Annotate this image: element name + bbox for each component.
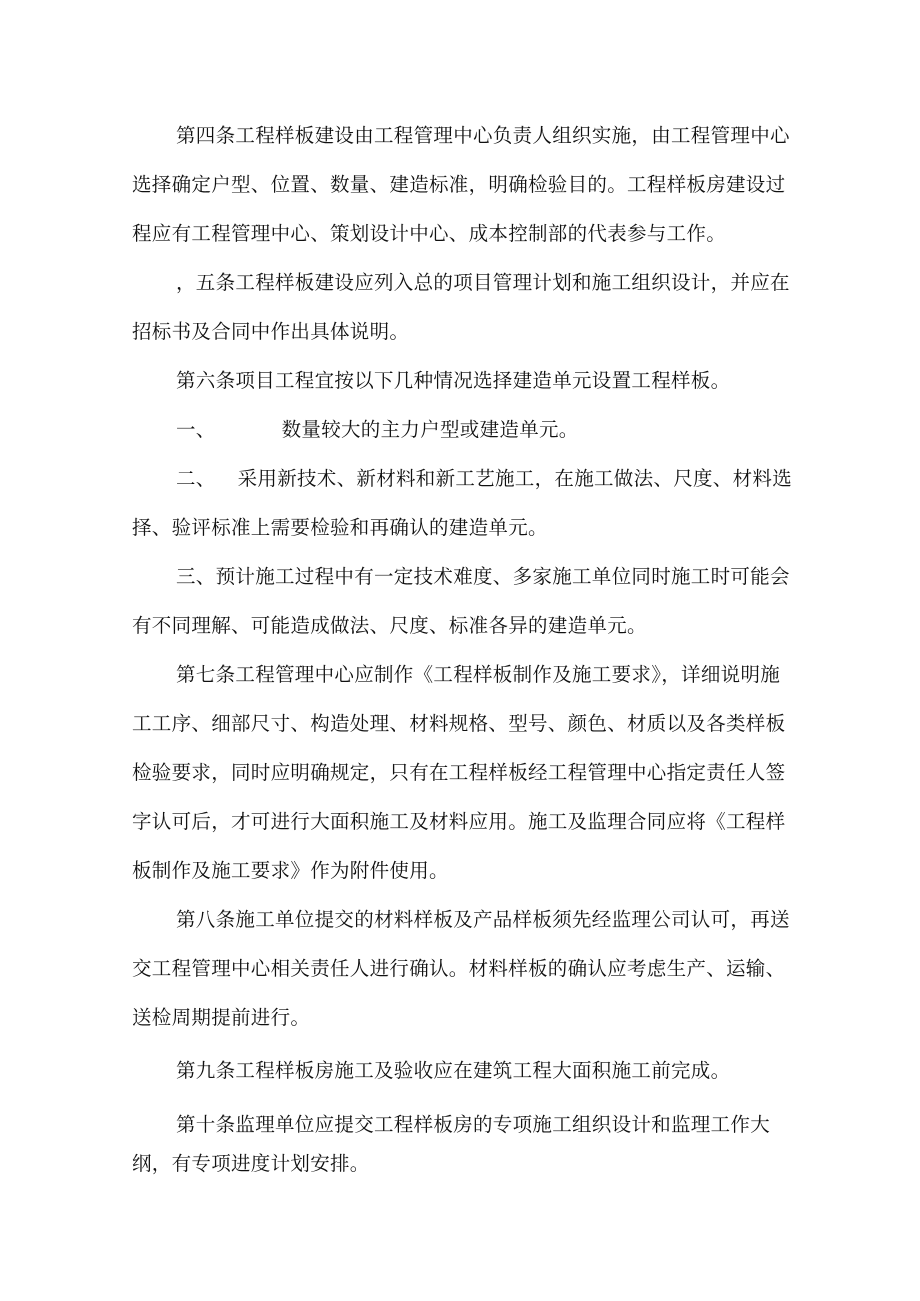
- item-1-number: 一、: [176, 418, 216, 441]
- article-5-line-1: ，五条工程样板建设应列入总的项目管理计划和施工组织设计，并应在: [176, 271, 790, 294]
- item-3-line-1: 三、预计施工过程中有一定技术难度、多家施工单位同时施工时可能会: [176, 565, 790, 588]
- article-8-line-3: 送检周期提前进行。: [132, 1006, 311, 1029]
- article-10-line-2: 纲，有专项进度计划安排。: [132, 1152, 370, 1175]
- article-4-line-1: 第四条工程样板建设由工程管理中心负责人组织实施，由工程管理中心: [176, 124, 790, 147]
- article-5-line-2: 招标书及合同中作出具体说明。: [132, 320, 410, 343]
- article-7-line-3: 检验要求，同时应明确规定，只有在工程样板经工程管理中心指定责任人签: [132, 761, 786, 784]
- article-6-line-1: 第六条项目工程宜按以下几种情况选择建造单元设置工程样板。: [176, 369, 731, 392]
- item-2-line-1: [176, 466, 792, 492]
- item-1-text: 数量较大的主力户型或建造单元。: [281, 418, 579, 441]
- article-4-line-2: 选择确定户型、位置、数量、建造标准，明确检验目的。工程样板房建设过: [132, 173, 786, 196]
- article-8-line-1: 第八条施工单位提交的材料样板及产品样板须先经监理公司认可，再送: [176, 908, 790, 931]
- article-4-line-3: 程应有工程管理中心、策划设计中心、成本控制部的代表参与工作。: [132, 222, 727, 245]
- item-1-line-1: [176, 417, 579, 443]
- item-3-line-2: 有不同理解、可能造成做法、尺度、标准各异的建造单元。: [132, 614, 647, 637]
- article-10-line-1: 第十条监理单位应提交工程样板房的专项施工组织设计和监理工作大: [176, 1113, 771, 1136]
- item-2-text: 采用新技术、新材料和新工艺施工，在施工做法、尺度、材料选: [237, 467, 793, 490]
- item-2-number: 二、: [176, 467, 216, 490]
- article-7-line-4: 字认可后，才可进行大面积施工及材料应用。施工及监理合同应将《工程样: [132, 810, 786, 833]
- item-2-line-2: 择、验评标准上需要检验和再确认的建造单元。: [132, 516, 548, 539]
- article-9-line-1: 第九条工程样板房施工及验收应在建筑工程大面积施工前完成。: [176, 1059, 731, 1082]
- article-7-line-5: 板制作及施工要求》作为附件使用。: [132, 859, 449, 882]
- article-8-line-2: 交工程管理中心相关责任人进行确认。材料样板的确认应考虑生产、运输、: [132, 957, 786, 980]
- article-7-line-2: 工工序、细部尺寸、构造处理、材料规格、型号、颜色、材质以及各类样板: [132, 712, 786, 735]
- article-7-line-1: 第七条工程管理中心应制作《工程样板制作及施工要求》，详细说明施: [176, 663, 781, 686]
